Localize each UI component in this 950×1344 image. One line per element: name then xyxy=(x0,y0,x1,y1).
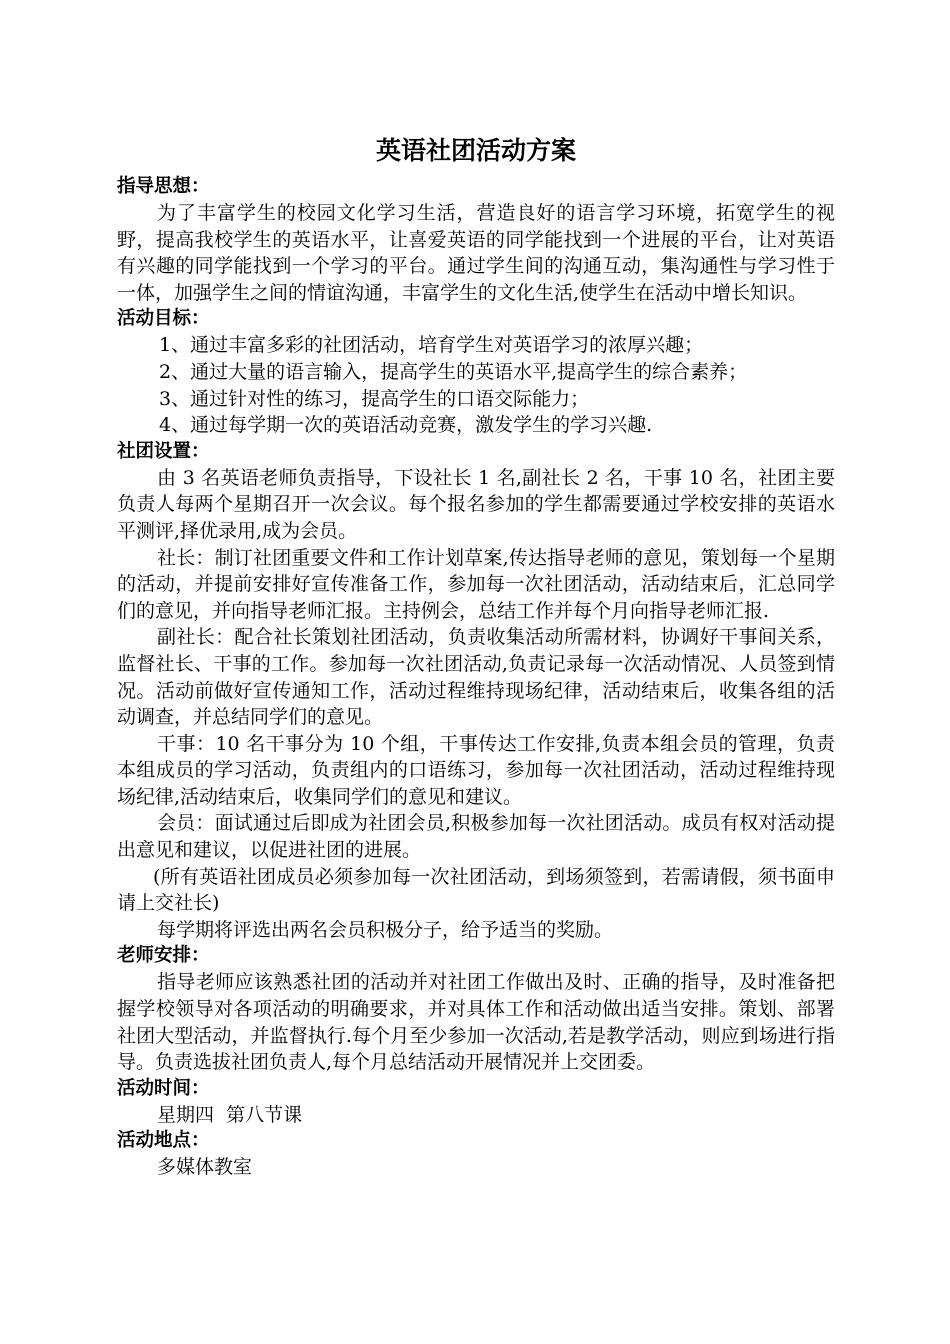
setup-paragraph-vice-president: 副社长：配合社长策划社团活动，负责收集活动所需材料，协调好干事间关系，监督社长、干事的工作。参加每一次社团活动,负责记录每一次活动情况、人员签到情况。活动前做好宣传通知工作，活动过程维持现场纪律，活动结束后，收集各组的活动调查，并总结同学们的意见。 xyxy=(117,626,835,729)
setup-paragraph-officers: 干事：10 名干事分为 10 个组，干事传达工作安排,负责本组会员的管理，负责本组成员的学习活动，负责组内的口语练习，参加每一次社团活动，活动过程维持现场纪律,活动结束后，收集同学们的意见和建议。 xyxy=(117,732,835,808)
document-title: 英语社团活动方案 xyxy=(375,136,576,165)
heading-goals: 活动目标： xyxy=(117,308,210,330)
document-page xyxy=(117,128,835,1181)
activity-place-value: 多媒体教室 xyxy=(157,1156,253,1179)
goal-item-3: 3、通过针对性的练习，提高学生的口语交际能力； xyxy=(159,387,590,410)
setup-paragraph-members: 会员：面试通过后即成为社团会员,积极参加每一次社团活动。成员有权对活动提出意见和建议，以促进社团的进展。 xyxy=(117,812,835,862)
goal-item-4: 4、通过每学期一次的英语活动竞赛，激发学生的学习兴趣. xyxy=(159,414,653,437)
goal-item-1: 1、通过丰富多彩的社团活动，培育学生对英语学习的浓厚兴趣； xyxy=(159,334,704,357)
setup-paragraph-president: 社长：制订社团重要文件和工作计划草案,传达指导老师的意见，策划每一个星期的活动，并提前安排好宣传准备工作，参加每一次社团活动，活动结束后，汇总同学们的意见，并向指导老师汇报。主持例会，总结工作并每个月向指导老师汇报. xyxy=(117,546,835,622)
heading-teachers: 老师安排： xyxy=(117,945,210,967)
heading-place: 活动地点： xyxy=(117,1130,210,1152)
setup-paragraph-awards: 每学期将评选出两名会员积极分子，给予适当的奖励。 xyxy=(157,918,614,941)
heading-time: 活动时间： xyxy=(117,1077,210,1099)
activity-time-value: 星期四 第八节课 xyxy=(157,1103,303,1126)
heading-setup: 社团设置： xyxy=(117,440,210,462)
teachers-paragraph: 指导老师应该熟悉社团的活动并对社团工作做出及时、正确的指导，及时准备把握学校领导对各项活动的明确要求，并对具体工作和活动做出适当安排。策划、部署社团大型活动，并监督执行.每个月至少参加一次活动,若是教学活动，则应到场进行指导。负责选拔社团负责人,每个月总结活动开展情况并上交团委。 xyxy=(117,971,835,1074)
guiding-paragraph: 为了丰富学生的校园文化学习生活，营造良好的语言学习环境，拓宽学生的视野，提高我校学生的英语水平，让喜爱英语的同学能找到一个进展的平台，让对英语有兴趣的同学能找到一个学习的平台。通过学生间的沟通互动，集沟通性与学习性于一体，加强学生之间的情谊沟通，丰富学生的文化生活,使学生在活动中增长知识。 xyxy=(117,202,835,304)
setup-paragraph-attendance-note: (所有英语社团成员必须参加每一次社团活动，到场须签到，若需请假，须书面申请上交社长) xyxy=(117,865,835,915)
setup-paragraph-overview: 由 3 名英语老师负责指导，下设社长 1 名,副社长 2 名，干事 10 名，社团主要负责人每两个星期召开一次会议。每个报名参加的学生都需要通过学校安排的英语水平测评,择优录用,成为会员。 xyxy=(117,466,835,542)
heading-guiding: 指导思想： xyxy=(117,176,210,197)
goal-item-2: 2、通过大量的语言输入，提高学生的英语水平,提高学生的综合素养； xyxy=(159,360,748,383)
